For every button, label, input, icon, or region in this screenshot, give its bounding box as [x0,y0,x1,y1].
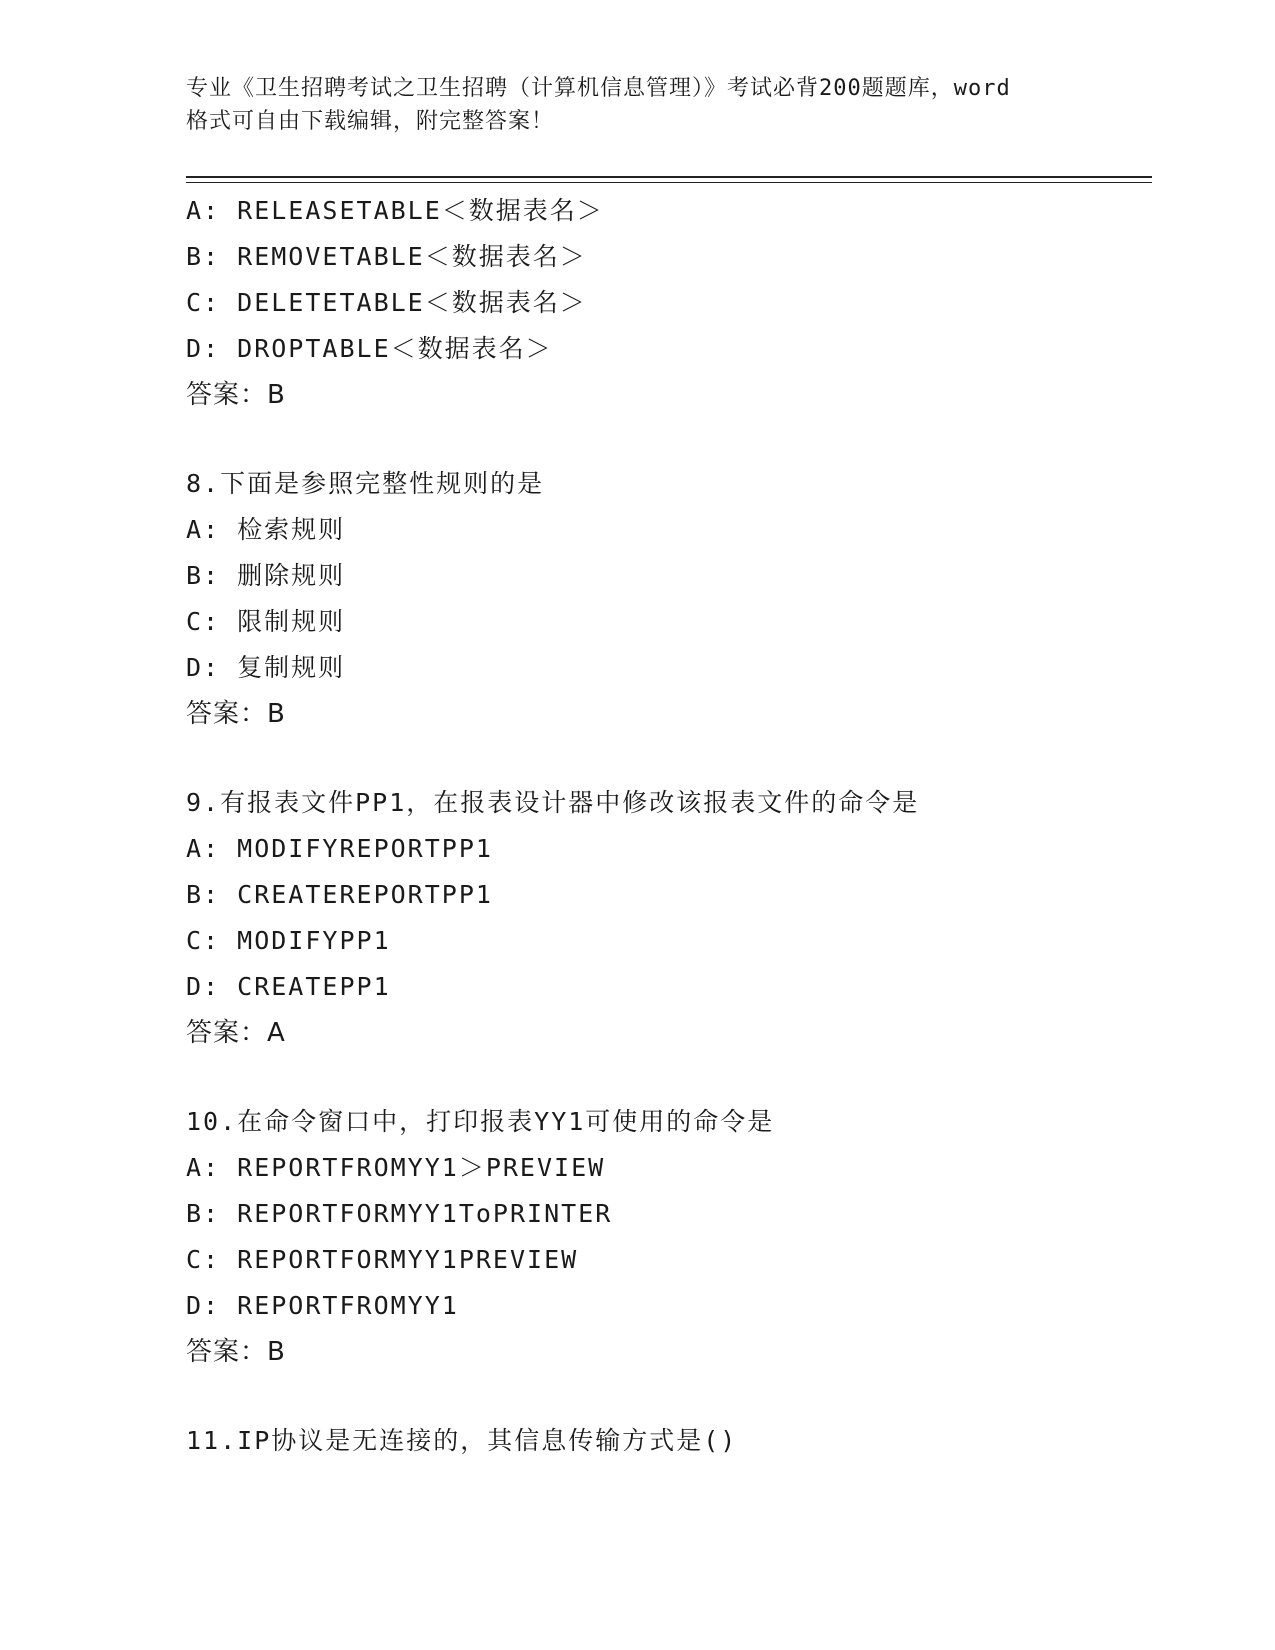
option-b: B: REPORTFORMYY1ToPRINTER [186,1199,613,1228]
answer-line: 答案：B [186,380,286,410]
question-block-8 [186,461,1152,737]
answer-line: 答案：A [186,1018,286,1048]
header-line-1: 专业《卫生招聘考试之卫生招聘（计算机信息管理）》考试必背200题题库，word [186,76,1011,101]
spacer [186,737,1152,780]
header-line-2: 格式可自由下载编辑，附完整答案！ [186,109,555,134]
question-text: 9.有报表文件PP1，在报表设计器中修改该报表文件的命令是 [186,788,920,817]
question-block-10 [186,1099,1152,1375]
option-d: D: 复制规则 [186,653,346,682]
document-header [186,72,1086,138]
option-d: D: REPORTFROMYY1 [186,1291,459,1320]
spacer [186,1375,1152,1418]
option-d: D: DROPTABLE＜数据表名＞ [186,334,553,363]
spacer [186,1056,1152,1099]
option-d: D: CREATEPP1 [186,972,391,1001]
spacer [186,418,1152,461]
option-a: A: 检索规则 [186,515,346,544]
question-text: 11.IP协议是无连接的，其信息传输方式是() [186,1426,738,1455]
option-c: C: 限制规则 [186,607,346,636]
option-a: A: MODIFYREPORTPP1 [186,834,493,863]
option-c: C: DELETETABLE＜数据表名＞ [186,288,587,317]
option-b: B: REMOVETABLE＜数据表名＞ [186,242,587,271]
option-c: C: REPORTFORMYY1PREVIEW [186,1245,579,1274]
option-c: C: MODIFYPP1 [186,926,391,955]
answer-line: 答案：B [186,699,286,729]
question-block-9 [186,780,1152,1056]
question-list [186,188,1152,1464]
option-b: B: CREATEREPORTPP1 [186,880,493,909]
question-text: 8.下面是参照完整性规则的是 [186,469,545,498]
header-divider-thick [186,176,1152,178]
option-b: B: 删除规则 [186,561,346,590]
question-block-7 [186,188,1152,418]
option-a: A: RELEASETABLE＜数据表名＞ [186,196,604,225]
option-a: A: REPORTFROMYY1＞PREVIEW [186,1153,606,1182]
answer-line: 答案：B [186,1337,286,1367]
question-text: 10.在命令窗口中，打印报表YY1可使用的命令是 [186,1107,775,1136]
header-divider-thin [186,182,1152,183]
question-block-11 [186,1418,1152,1464]
